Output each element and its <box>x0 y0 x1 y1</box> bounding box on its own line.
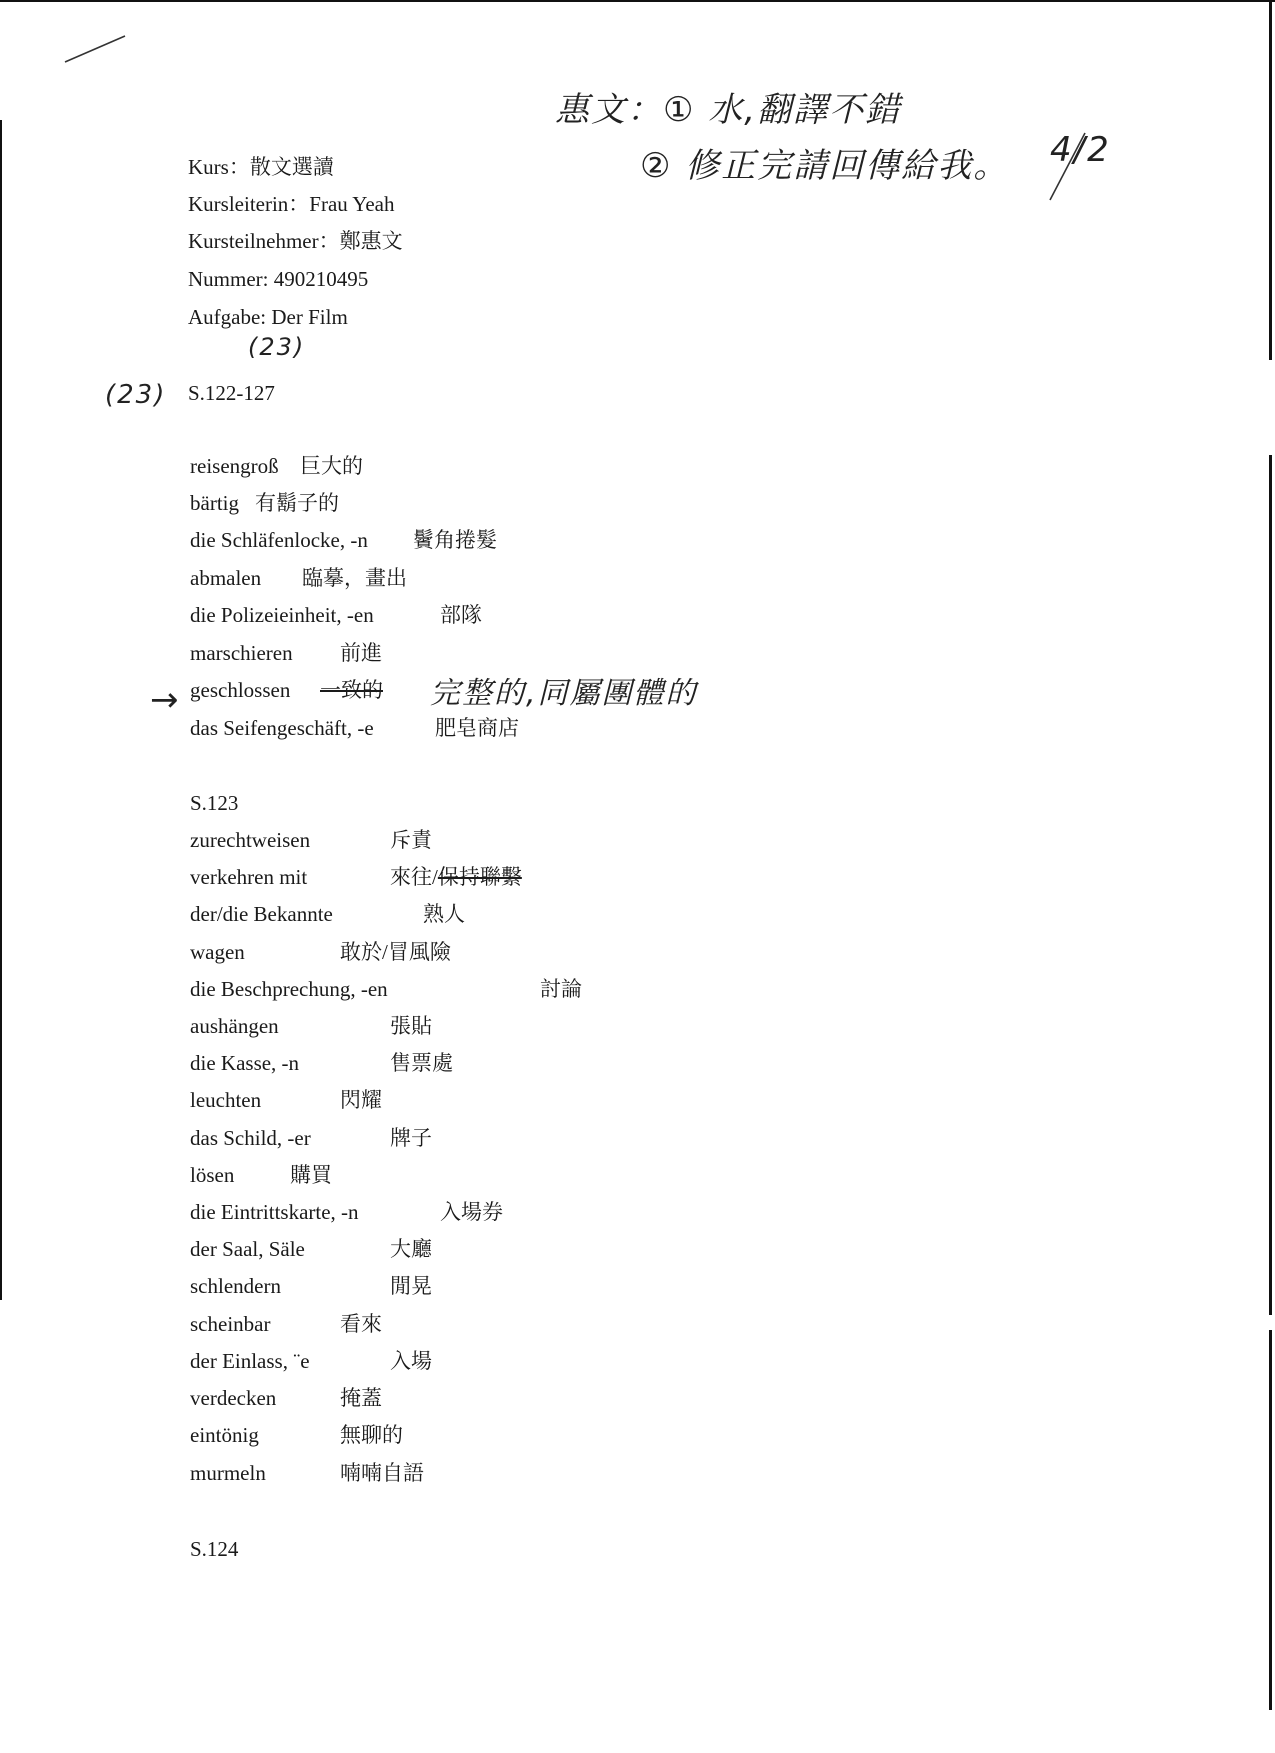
teacher-comment-line1: 惠文：① 水,翻譯不錯 <box>555 90 902 130</box>
vocab-german: verkehren mit <box>190 865 308 889</box>
vocab-german: lösen <box>190 1163 235 1187</box>
vocab-german: wagen <box>190 940 245 964</box>
vocab-chinese: 敢於/冒風險 <box>340 940 451 964</box>
vocab-chinese: 有鬍子的 <box>255 491 339 515</box>
vocab-german: zurechtweisen <box>190 828 311 852</box>
vocab-chinese: 無聊的 <box>340 1423 403 1447</box>
instructor-line: Kursleiterin：Frau Yeah <box>188 192 395 216</box>
vocab-german: marschieren <box>190 641 293 665</box>
scan-edge-right-mid <box>1269 455 1272 1315</box>
vocab-chinese-struck: 保持聯繫 <box>437 865 522 889</box>
vocab-german: scheinbar <box>190 1312 271 1336</box>
vocab-chinese: 大廳 <box>390 1237 432 1261</box>
vocab-german: die Beschprechung, -en <box>190 977 388 1001</box>
vocab-chinese: 入場 <box>390 1349 432 1373</box>
scan-edge-left <box>0 120 2 1300</box>
course-line: Kurs：散文選讀 <box>188 155 334 179</box>
task-line: Aufgabe: Der Film <box>188 305 348 329</box>
vocab-german: die Polizeieinheit, -en <box>190 603 374 627</box>
scan-edge-top <box>0 0 1275 2</box>
vocab-chinese <box>390 863 522 891</box>
vocab-chinese: 喃喃自語 <box>340 1461 424 1485</box>
vocab-chinese: 購買 <box>290 1163 332 1187</box>
vocab-chinese: 牌子 <box>390 1126 432 1150</box>
vocab-german: die Eintrittskarte, -n <box>190 1200 359 1224</box>
vocab-chinese: 看來 <box>340 1312 382 1336</box>
vocab-german: schlendern <box>190 1274 281 1298</box>
vocab-german: geschlossen <box>190 678 291 702</box>
mark-small: (23) <box>248 333 306 361</box>
vocab-german: das Seifengeschäft, -e <box>190 716 374 740</box>
section-heading-s124: S.124 <box>190 1537 239 1561</box>
vocab-german: reisengroß <box>190 454 279 478</box>
vocab-chinese: 閒晃 <box>390 1274 432 1298</box>
pencil-stroke-mark <box>60 30 130 70</box>
vocab-chinese: 熟人 <box>423 902 465 926</box>
vocab-german: murmeln <box>190 1461 266 1485</box>
vocab-chinese: 入場券 <box>440 1200 503 1224</box>
page-range-heading: S.122-127 <box>188 381 275 405</box>
vocab-chinese: 售票處 <box>390 1051 453 1075</box>
vocab-chinese: 部隊 <box>440 603 482 627</box>
scan-edge-right-bottom <box>1269 1330 1272 1710</box>
vocab-chinese: 前進 <box>340 641 382 665</box>
vocab-chinese: 巨大的 <box>300 454 363 478</box>
vocab-german: der Saal, Säle <box>190 1237 305 1261</box>
number-line: Nummer: 490210495 <box>188 267 369 291</box>
vocab-german: die Kasse, -n <box>190 1051 300 1075</box>
vocab-german: leuchten <box>190 1088 262 1112</box>
vocab-chinese: 斥責 <box>390 828 432 852</box>
vocab-german: aushängen <box>190 1014 279 1038</box>
handwritten-correction: 完整的,同屬團體的 <box>430 676 698 711</box>
vocab-chinese: 臨摹，畫出 <box>302 566 407 590</box>
vocab-german: der Einlass, ¨e <box>190 1349 310 1373</box>
vocab-chinese: 掩蓋 <box>340 1386 382 1410</box>
vocab-german: die Schläfenlocke, -n <box>190 528 368 552</box>
teacher-comment-line2: ② 修正完請回傳給我。 <box>640 146 1010 186</box>
participant-line: Kursteilnehmer：鄭惠文 <box>188 229 403 253</box>
section-heading-s123: S.123 <box>190 791 239 815</box>
vocab-chinese-struck: 一致的 <box>320 678 383 702</box>
vocab-chinese: 張貼 <box>390 1014 432 1038</box>
grade-slash <box>1040 125 1100 205</box>
vocab-chinese: 閃耀 <box>340 1088 382 1112</box>
vocab-german: eintönig <box>190 1423 259 1447</box>
grade-mark: 4/2 <box>1050 130 1111 170</box>
vocab-german: abmalen <box>190 566 262 590</box>
vocab-chinese: 肥皂商店 <box>435 716 519 740</box>
mark-left: (23) <box>105 380 167 410</box>
vocab-german: bärtig <box>190 491 239 515</box>
vocab-chinese: 討論 <box>540 977 582 1001</box>
vocab-german: der/die Bekannte <box>190 902 333 926</box>
scan-edge-right-top <box>1269 0 1272 360</box>
arrow-mark: → <box>150 680 181 720</box>
vocab-german: verdecken <box>190 1386 277 1410</box>
vocab-chinese: 鬢角捲髮 <box>413 528 497 552</box>
vocab-chinese-kept: 來往/ <box>390 865 438 889</box>
vocab-german: das Schild, -er <box>190 1126 311 1150</box>
